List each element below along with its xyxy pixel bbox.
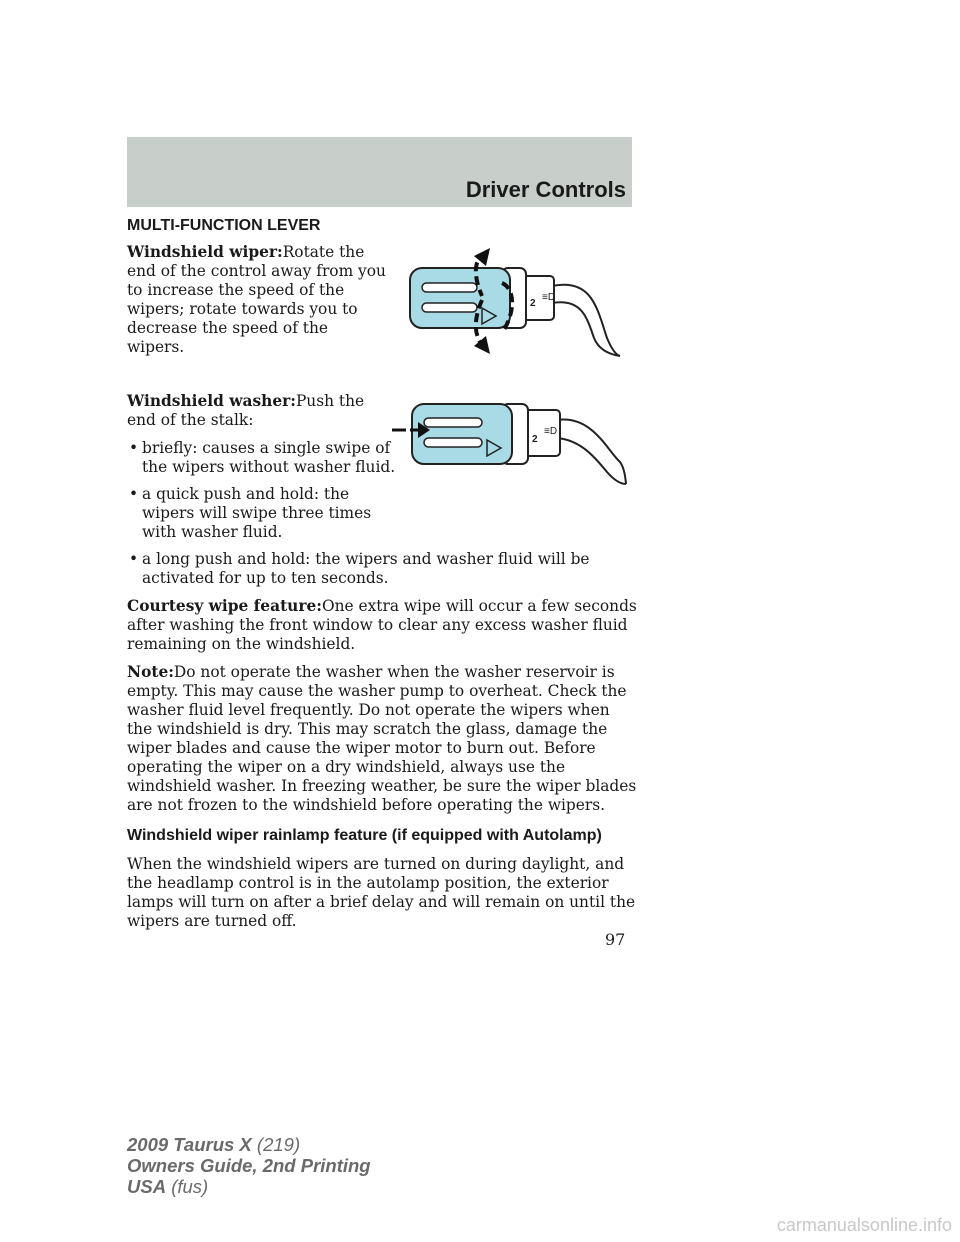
svg-text:2: 2 bbox=[532, 434, 538, 445]
wiper-text: Rotate the end of the control away from you to increase the speed of the wipers; rotate towards you to decrease the speed of the wipers. bbox=[127, 243, 386, 356]
svg-text:≡D: ≡D bbox=[542, 292, 556, 303]
note-term: Note: bbox=[127, 663, 174, 681]
header-band bbox=[127, 137, 632, 207]
page-title: MULTI-FUNCTION LEVER bbox=[127, 217, 321, 234]
courtesy-paragraph bbox=[127, 597, 637, 654]
rainlamp-paragraph: When the windshield wipers are turned on during daylight, and the headlamp control is in the autolamp position, the exterior lamps will turn on after a brief delay and will remain on until the wipers are turned off. bbox=[127, 855, 636, 930]
wiper-term: Windshield wiper: bbox=[127, 243, 283, 261]
section-title-header: Driver Controls bbox=[465, 177, 626, 202]
footer-market: USA bbox=[127, 1176, 167, 1197]
wiper-rotate-illustration bbox=[402, 238, 624, 358]
washer-text: Push the end of the stalk: bbox=[127, 392, 365, 429]
footer-printing: Owners Guide, 2nd Printing bbox=[127, 1155, 371, 1176]
footer-model: 2009 Taurus X bbox=[127, 1134, 252, 1155]
footer bbox=[127, 1134, 371, 1197]
page-number: 97 bbox=[605, 930, 626, 949]
footer-model-code: (219) bbox=[256, 1134, 301, 1155]
note-paragraph bbox=[127, 663, 637, 815]
courtesy-term: Courtesy wipe feature: bbox=[127, 597, 322, 615]
list-item: • a long push and hold: the wipers and washer fluid will be activated for up to ten seconds. bbox=[129, 550, 590, 587]
washer-paragraph bbox=[127, 392, 389, 430]
courtesy-text: One extra wipe will occur a few seconds after washing the front window to clear any excess washer fluid remaining on the windshield. bbox=[127, 597, 637, 653]
svg-text:2: 2 bbox=[530, 298, 536, 309]
watermark: carmanualsonline.info bbox=[776, 1215, 952, 1235]
footer-market-code: (fus) bbox=[171, 1176, 209, 1197]
washer-term: Windshield washer: bbox=[127, 392, 296, 410]
wiper-push-illustration bbox=[392, 400, 628, 490]
svg-text:≡D: ≡D bbox=[544, 426, 558, 437]
rainlamp-title: Windshield wiper rainlamp feature (if equipped with Autolamp) bbox=[127, 827, 602, 844]
note-text: Do not operate the washer when the washer reservoir is empty. This may cause the washer pump to overheat. Check the washer fluid level frequently. Do not operate the wipers when the windshield is dry. This may scratch the glass, damage the wiper blades and cause the wiper motor to burn out. Before operating the wiper on a dry windshield, always use the windshield washer. In freezing weather, be sure the wiper blades are not frozen to the windshield before operating the wipers. bbox=[127, 663, 637, 814]
list-item: • a quick push and hold: the wipers will swipe three times with washer fluid. bbox=[129, 485, 372, 541]
list-item: • briefly: causes a single swipe of the wipers without washer fluid. bbox=[129, 439, 396, 476]
wiper-paragraph bbox=[127, 243, 389, 357]
